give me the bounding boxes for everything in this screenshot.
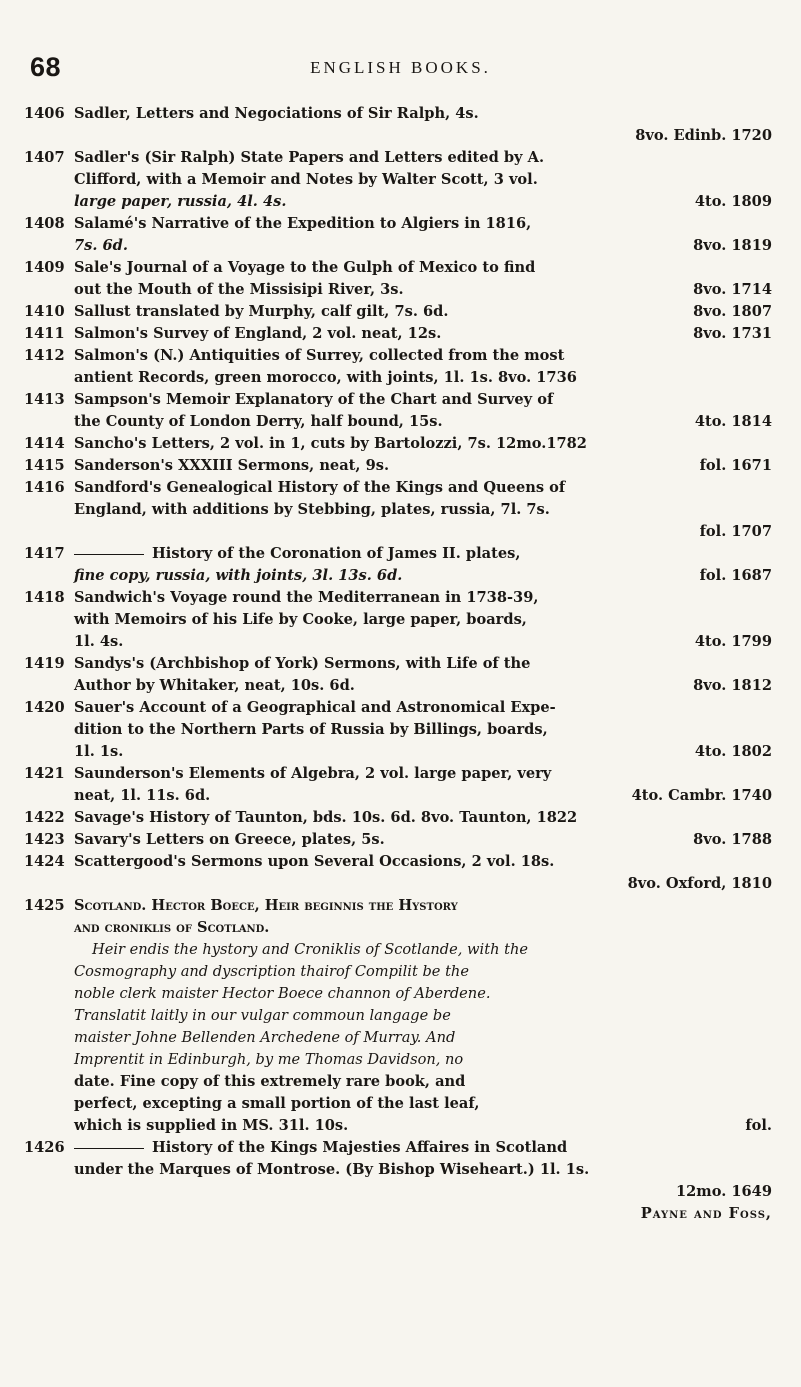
entry-binding: large paper, russia, 4l. 4s. xyxy=(74,193,287,210)
entry-title: Sadler, Letters and Negociations of Sir Ralph, 4s. xyxy=(74,105,479,122)
entry-number: 1419 xyxy=(24,655,65,672)
entry-price: 7s. 6d. xyxy=(74,237,128,254)
publisher-footer: Payne and Foss, xyxy=(640,1205,772,1222)
entry-title: Sanderson's XXXIII Sermons, neat, 9s. xyxy=(74,457,390,474)
entry-number: 1416 xyxy=(24,479,65,496)
entry-imprint: 4to. 1802 xyxy=(694,743,772,760)
catalogue-entries xyxy=(24,103,772,1225)
entry-imprint: fol. 1687 xyxy=(699,567,772,584)
entry-title: Sandwich's Voyage round the Mediterranean in 1738-39, xyxy=(74,589,539,606)
entry-title: Scattergood's Sermons upon Several Occasions, 2 vol. 18s. xyxy=(74,853,555,870)
entry-title: Sandys's (Archbishop of York) Sermons, with Life of the xyxy=(74,655,531,672)
entry-imprint: 4to. 1814 xyxy=(694,413,772,430)
entry-imprint: 8vo. Edinb. 1720 xyxy=(635,127,772,144)
entry-1419 xyxy=(24,653,772,697)
entry-line: England, with additions by Stebbing, plates, russia, 7l. 7s. xyxy=(74,501,550,518)
entry-colophon-line: Heir endis the hystory and Croniklis of Scotlande, with the xyxy=(92,941,529,958)
entry-number: 1410 xyxy=(24,303,65,320)
entry-line: date. Fine copy of this extremely rare book, and xyxy=(74,1073,466,1090)
entry-number: 1418 xyxy=(24,589,65,606)
entry-imprint: 12mo. 1649 xyxy=(675,1183,772,1200)
entry-1416 xyxy=(24,477,772,543)
entry-imprint: 8vo. 1731 xyxy=(693,325,772,342)
entry-line: which is supplied in MS. 31l. 10s. xyxy=(74,1117,349,1134)
entry-title: Sampson's Memoir Explanatory of the Chart and Survey of xyxy=(74,391,554,408)
entry-number: 1412 xyxy=(24,347,65,364)
entry-number: 1414 xyxy=(24,435,65,452)
entry-1418 xyxy=(24,587,772,653)
entry-colophon-line: Cosmography and dyscription thairof Compilit be the xyxy=(74,963,469,980)
entry-number: 1420 xyxy=(24,699,65,716)
entry-line: dition to the Northern Parts of Russia by Billings, boards, xyxy=(74,721,548,738)
entry-imprint: 8vo. 1807 xyxy=(693,303,772,320)
entry-line: under the Marques of Montrose. (By Bishop Wiseheart.) 1l. 1s. xyxy=(74,1161,590,1178)
entry-title: Sallust translated by Murphy, calf gilt, 7s. 6d. xyxy=(74,303,449,320)
entry-1412 xyxy=(24,345,772,389)
entry-1415 xyxy=(24,455,772,477)
entry-title: History of the Coronation of James II. plates, xyxy=(152,545,521,562)
entry-1417 xyxy=(24,543,772,587)
entry-1408 xyxy=(24,213,772,257)
entry-imprint: 8vo. 1788 xyxy=(693,831,772,848)
entry-1406 xyxy=(24,103,772,147)
entry-imprint: fol. xyxy=(745,1117,772,1134)
entry-line: perfect, excepting a small portion of the last leaf, xyxy=(74,1095,480,1112)
entry-imprint: 8vo. 1819 xyxy=(693,237,772,254)
entry-line: Clifford, with a Memoir and Notes by Walter Scott, 3 vol. xyxy=(74,171,538,188)
entry-1426 xyxy=(24,1137,772,1225)
entry-number: 1422 xyxy=(24,809,65,826)
entry-imprint: 8vo. 1812 xyxy=(693,677,772,694)
entry-imprint: 4to. 1809 xyxy=(694,193,772,210)
entry-1420 xyxy=(24,697,772,763)
entry-1414 xyxy=(24,433,772,455)
ditto-rule xyxy=(74,554,144,555)
entry-1425 xyxy=(24,895,772,1137)
entry-title: History of the Kings Majesties Affaires in Scotland xyxy=(152,1139,568,1156)
entry-imprint: 8vo. Oxford, 1810 xyxy=(627,875,772,892)
entry-1413 xyxy=(24,389,772,433)
entry-title: Savary's Letters on Greece, plates, 5s. xyxy=(74,831,385,848)
entry-1423 xyxy=(24,829,772,851)
entry-title: Saunderson's Elements of Algebra, 2 vol. large paper, very xyxy=(74,765,552,782)
entry-number: 1423 xyxy=(24,831,65,848)
ditto-rule xyxy=(74,1148,144,1149)
entry-title: Sale's Journal of a Voyage to the Gulph of Mexico to find xyxy=(74,259,536,276)
entry-title-continued: and croniklis of Scotland. xyxy=(74,919,270,936)
entry-1421 xyxy=(24,763,772,807)
entry-line: the County of London Derry, half bound, 15s. xyxy=(74,413,443,430)
entry-line: out the Mouth of the Missisipi River, 3s. xyxy=(74,281,404,298)
entry-colophon-line: noble clerk maister Hector Boece channon of Aberdene. xyxy=(74,985,491,1002)
entry-price: 1l. 1s. xyxy=(74,743,124,760)
entry-title: Sancho's Letters, 2 vol. in 1, cuts by Bartolozzi, 7s. 12mo.1782 xyxy=(74,435,587,452)
entry-binding: fine copy, russia, with joints, 3l. 13s. 6d. xyxy=(74,567,403,584)
entry-number: 1406 xyxy=(24,105,65,122)
entry-colophon-line: maister Johne Bellenden Archedene of Murray. And xyxy=(74,1029,456,1046)
entry-line: antient Records, green morocco, with joints, 1l. 1s. 8vo. 1736 xyxy=(74,369,577,386)
entry-line: with Memoirs of his Life by Cooke, large paper, boards, xyxy=(74,611,527,628)
entry-1407 xyxy=(24,147,772,213)
entry-imprint: fol. 1707 xyxy=(699,523,772,540)
entry-number: 1413 xyxy=(24,391,65,408)
page-number: 68 xyxy=(30,52,62,82)
entry-title: Savage's History of Taunton, bds. 10s. 6d. 8vo. Taunton, 1822 xyxy=(74,809,578,826)
entry-1424 xyxy=(24,851,772,895)
entry-imprint: 4to. 1799 xyxy=(694,633,772,650)
entry-number: 1425 xyxy=(24,897,65,914)
entry-number: 1409 xyxy=(24,259,65,276)
entry-number: 1415 xyxy=(24,457,65,474)
entry-colophon-line: Translatit laitly in our vulgar commoun langage be xyxy=(74,1007,451,1024)
entry-number: 1407 xyxy=(24,149,65,166)
entry-title: Salamé's Narrative of the Expedition to Algiers in 1816, xyxy=(74,215,532,232)
entry-title: Scotland. Hector Boece, Heir beginnis the Hystory xyxy=(74,897,458,914)
entry-title: Sauer's Account of a Geographical and Astronomical Expe- xyxy=(74,699,556,716)
entry-number: 1426 xyxy=(24,1139,65,1156)
entry-title: Sadler's (Sir Ralph) State Papers and Letters edited by A. xyxy=(74,149,545,166)
entry-1422 xyxy=(24,807,772,829)
entry-1411 xyxy=(24,323,772,345)
entry-1410 xyxy=(24,301,772,323)
entry-price: 1l. 4s. xyxy=(74,633,124,650)
entry-line: neat, 1l. 11s. 6d. xyxy=(74,787,211,804)
entry-number: 1411 xyxy=(24,325,65,342)
entry-number: 1421 xyxy=(24,765,65,782)
entry-title: Salmon's Survey of England, 2 vol. neat, 12s. xyxy=(74,325,442,342)
entry-imprint: fol. 1671 xyxy=(699,457,772,474)
entry-colophon-line: Imprentit in Edinburgh, by me Thomas Davidson, no xyxy=(74,1051,464,1068)
entry-number: 1408 xyxy=(24,215,65,232)
entry-title: Sandford's Genealogical History of the Kings and Queens of xyxy=(74,479,566,496)
entry-number: 1424 xyxy=(24,853,65,870)
entry-title: Salmon's (N.) Antiquities of Surrey, collected from the most xyxy=(74,347,565,364)
entry-1409 xyxy=(24,257,772,301)
running-head: ENGLISH BOOKS. xyxy=(310,58,491,77)
entry-line: Author by Whitaker, neat, 10s. 6d. xyxy=(74,677,355,694)
entry-imprint: 4to. Cambr. 1740 xyxy=(631,787,772,804)
entry-number: 1417 xyxy=(24,545,65,562)
entry-imprint: 8vo. 1714 xyxy=(693,281,772,298)
